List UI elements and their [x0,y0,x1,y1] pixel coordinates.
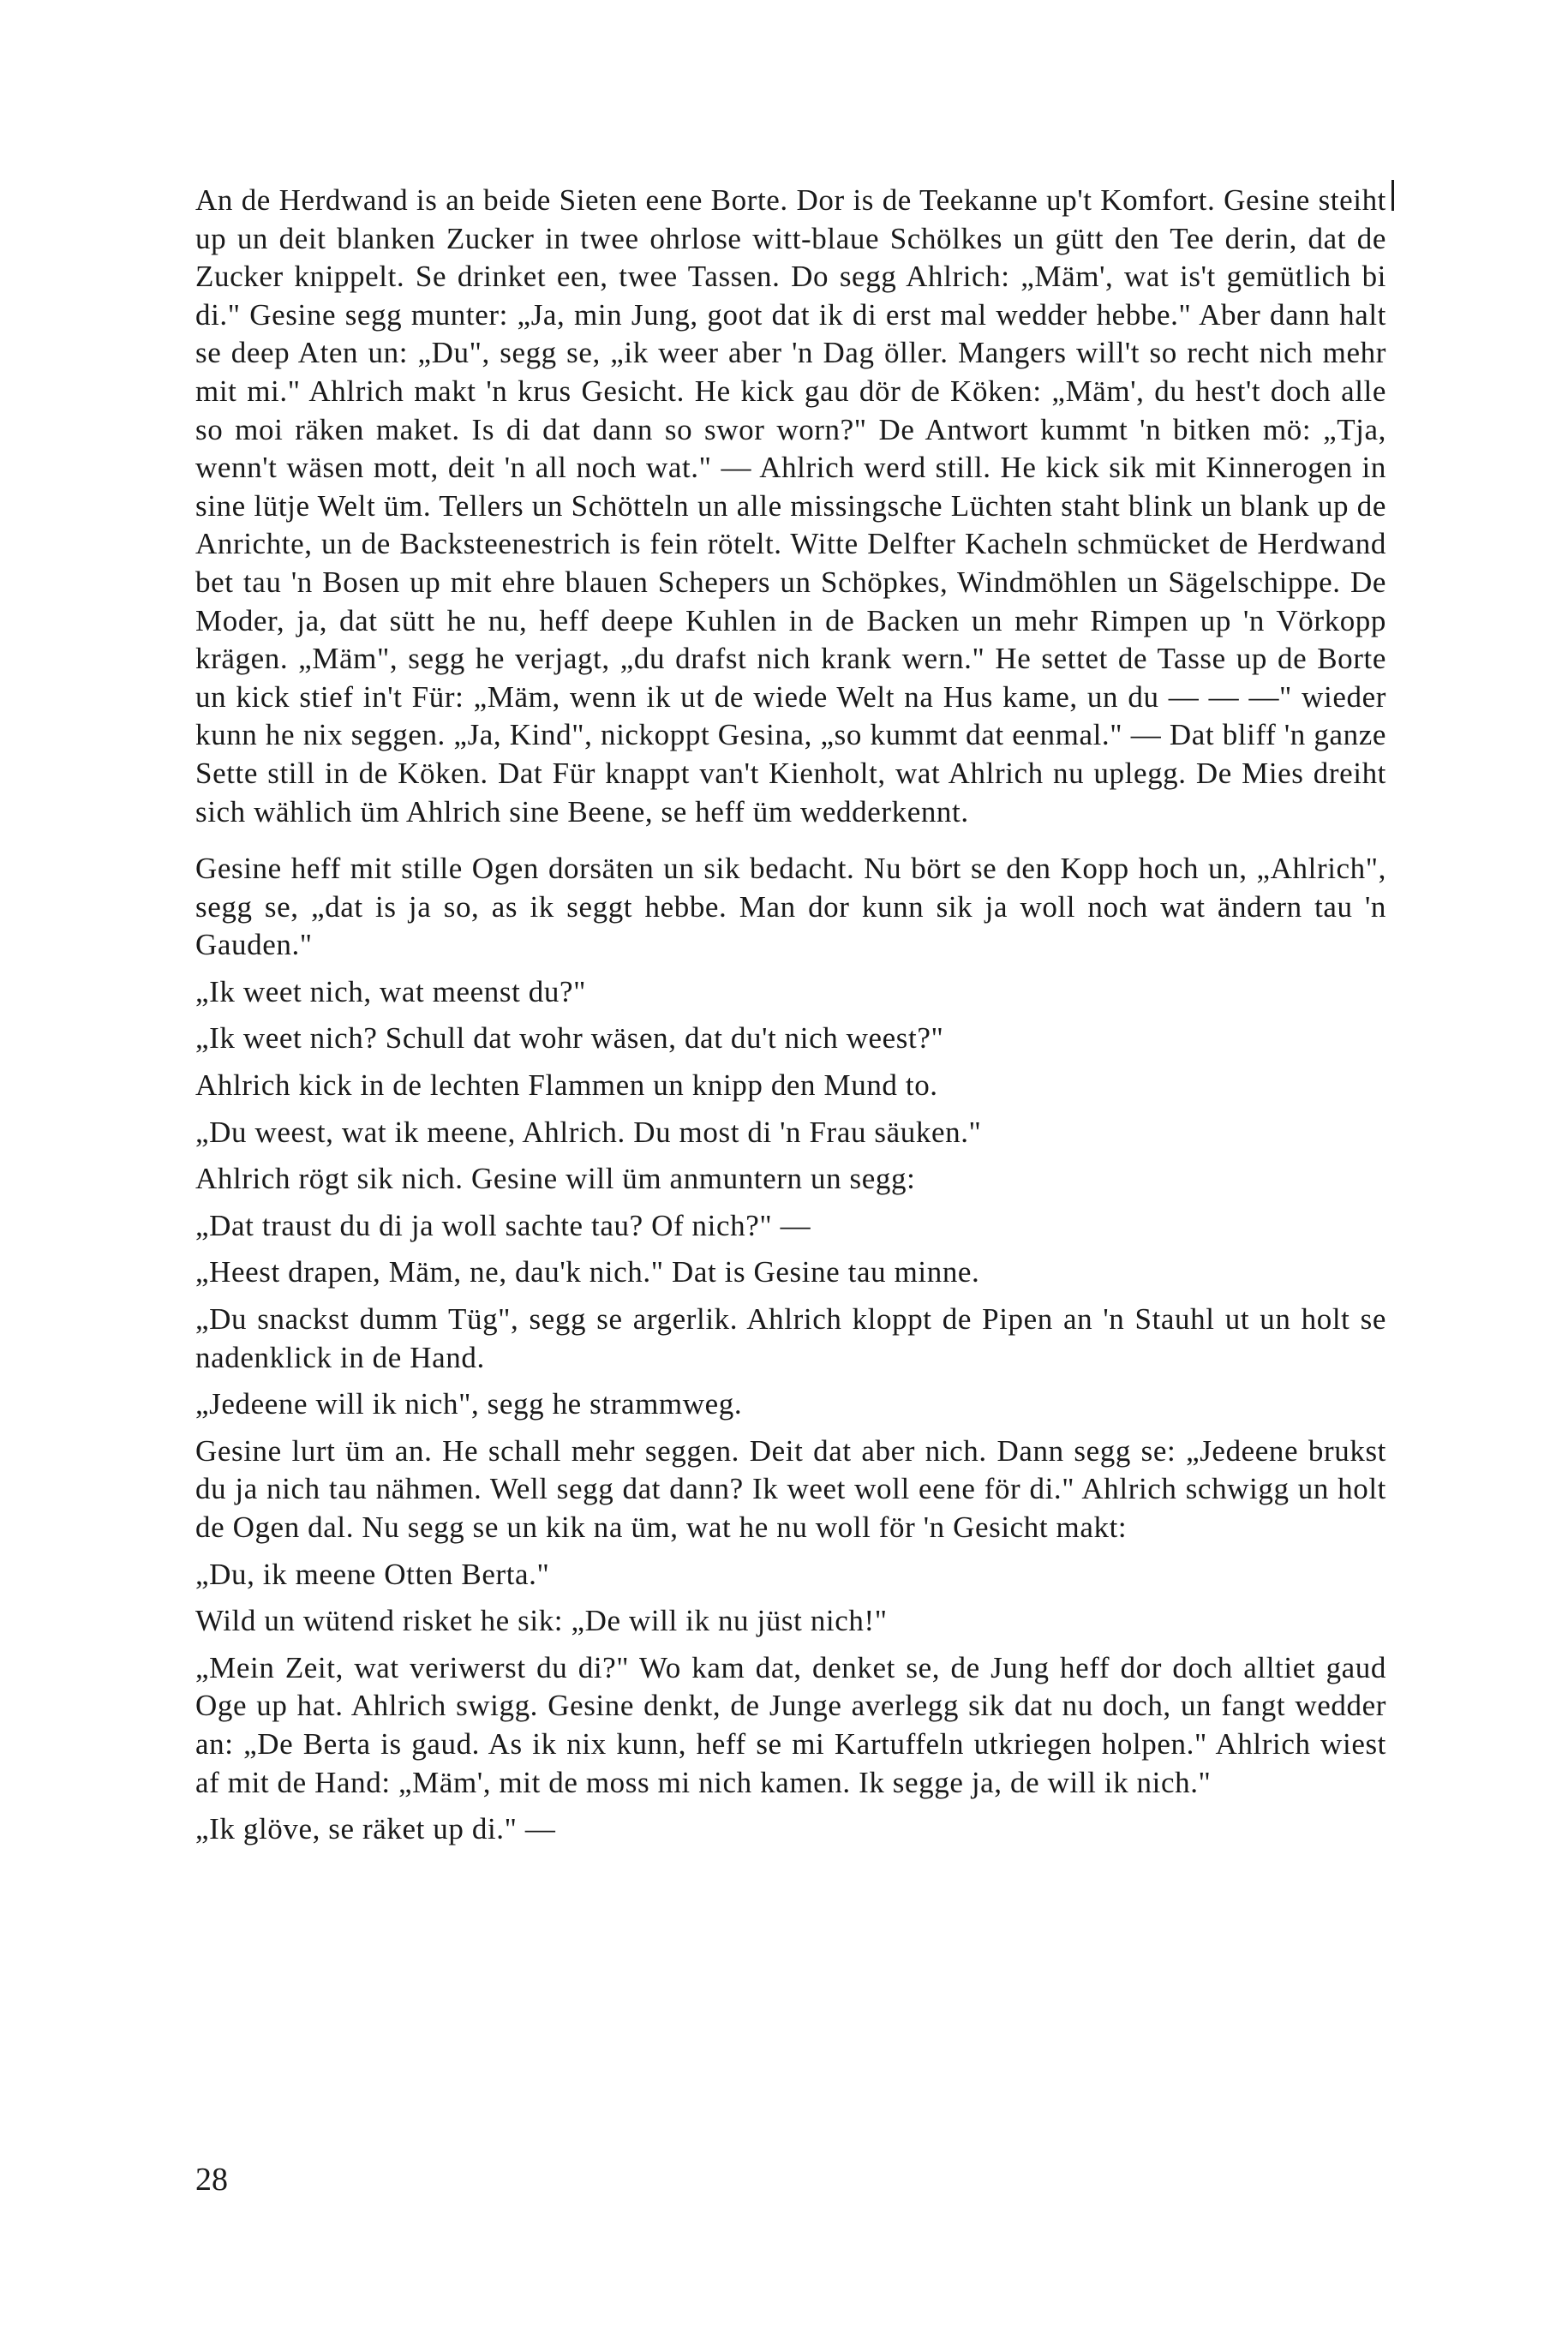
paragraph-gesine-bedacht: Gesine heff mit stille Ogen dorsäten un sik bedacht. Nu bört se den Kopp hoch un, „Ahlrich", segg se, „dat is ja so, as ik seggt hebbe. Man dor kunn sik ja woll noch wat ändern tau 'n Gauden." [195,852,1386,962]
paragraph-herdwand: An de Herdwand is an beide Sieten eene Borte. Dor is de Teekanne up't Komfort. Gesine steiht up un deit blanken Zucker in twee ohrlose witt-blaue Schölkes un gütt den Tee derin, dat de Zucker knippelt. Se drinket een, twee Tassen. Do segg Ahlrich: „Mäm', wat is't gemütlich bi di." Gesine segg munter: „Ja, min Jung, goot dat ik di erst mal wedder hebbe." Aber dann halt se deep Aten un: „Du", segg se, „ik weer aber 'n Dag öller. Mangers will't so recht nich mehr mit mi." Ahlrich makt 'n krus Gesicht. He kick gau dör de Köken: „Mäm', du hest't doch alle so moi räken maket. Is di dat dann so swor worn?" De Antwort kummt 'n bitken mö: „Tja, wenn't wäsen mott, deit 'n all noch wat." — Ahlrich werd still. He kick sik mit Kinnerogen in sine lütje Welt üm. Tellers un Schötteln un alle missingsche Lüchten staht blink un blank up de Anrichte, un de Backsteenestrich is fein rötelt. Witte Delfter Kacheln schmücket de Herdwand bet tau 'n Bosen up mit ehre blauen Schepers un Schöpkes, Windmöhlen un Sägelschippe. De Moder, ja, dat sütt he nu, heff deepe Kuhlen in de Backen un mehr Rimpen up 'n Vörkopp krägen. „Mäm", segg he verjagt, „du drafst nich krank wern." He settet de Tasse up de Borte un kick stief in't Für: „Mäm, wenn ik ut de wiede Welt na Hus kame, un du — — —" wieder kunn he nix seggen. „Ja, Kind", nickoppt Gesina, „so kummt dat eenmal." — Dat bliff 'n ganze Sette still in de Köken. Dat Für knappt van't Kienholt, wat Ahlrich nu uplegg. De Mies dreiht sich wählich üm Ahlrich sine Beene, se heff üm wedderkennt. [195,183,1386,829]
narration-line: Ahlrich kick in de lechten Flammen un knipp den Mund to. [195,1068,938,1103]
dialogue-line: Wild un wütend risket he sik: „De will ik nu jüst nich!" [195,1604,888,1638]
dialogue-line: „Jedeene will ik nich", segg he strammweg. [195,1387,743,1421]
narration-line: Ahlrich rögt sik nich. Gesine will üm anmuntern un segg: [195,1162,916,1196]
margin-rule [1391,180,1394,211]
dialogue-line: „Ik glöve, se räket up di." — [195,1812,556,1846]
dialogue-line: „Ik weet nich? Schull dat wohr wäsen, dat du't nich weest?" [195,1021,944,1056]
dialogue-line: „Du weest, wat ik meene, Ahlrich. Du most di 'n Frau säuken." [195,1115,982,1149]
dialogue-line: „Ik weet nich, wat meenst du?" [195,974,587,1008]
page-body [195,182,1386,1849]
paragraph-gesine-lurt: Gesine lurt üm an. He schall mehr seggen. Deit dat aber nich. Dann segg se: „Jedeene brukst du ja nich tau nähmen. Well segg dat dann? Ik weet woll eene för di." Ahlrich schwigg un holt de Ogen dal. Nu segg se un kik na üm, wat he nu woll för 'n Gesicht makt: [195,1433,1386,1544]
dialogue-line: „Du, ik meene Otten Berta." [195,1557,550,1591]
dialogue-line: „Dat traust du di ja woll sachte tau? Of nich?" — [195,1208,811,1242]
page-number: 28 [195,2162,228,2198]
dialogue-paragraph: „Du snackst dumm Tüg", segg se argerlik. Ahlrich kloppt de Pipen an 'n Stauhl ut un holt se nadenklick in de Hand. [195,1302,1386,1374]
paragraph-mein-zeit: „Mein Zeit, wat veriwerst du di?" Wo kam dat, denket se, de Jung heff dor doch alltiet gaud Oge up hat. Ahlrich swigg. Gesine denkt, de Junge averlegg sik dat nu doch, un fangt wedder an: „De Berta is gaud. As ik nix kunn, heff se mi Kartuffeln utkriegen holpen." Ahlrich wiest af mit de Hand: „Mäm', mit de moss mi nich kamen. Ik segge ja, de will ik nich." [195,1650,1386,1799]
dialogue-line: „Heest drapen, Mäm, ne, dau'k nich." Dat is Gesine tau minne. [195,1255,980,1289]
